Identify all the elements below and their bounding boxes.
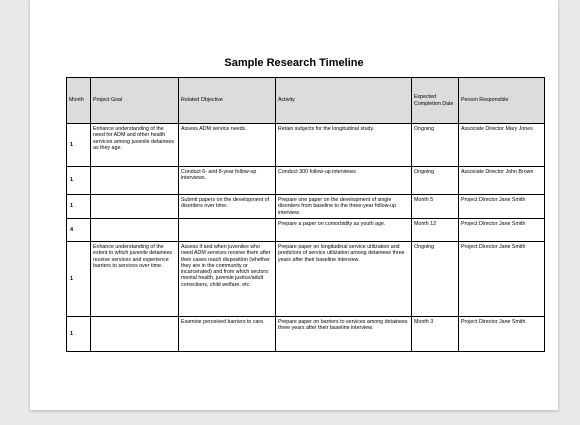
cell-activity: Conduct 300 follow-up interviews	[276, 167, 412, 195]
cell-completion-date: Ongoing	[412, 124, 459, 167]
cell-completion-date: Ongoing	[412, 167, 459, 195]
cell-related-objective: Submit papers on the development of disorders over time.	[179, 195, 276, 219]
document-page	[30, 0, 558, 410]
cell-month: 4	[67, 219, 91, 242]
cell-person-responsible: Project Director Jane Smith	[459, 317, 545, 352]
cell-related-objective: Examine perceived barriers to care.	[179, 317, 276, 352]
cell-project-goal: Enhance understanding of the need for ADM and other health services among juvenile detainees as they age.	[91, 124, 179, 167]
header-person-responsible: Person Responsible	[459, 78, 545, 124]
cell-activity: Retain subjects for the longitudinal study.	[276, 124, 412, 167]
cell-project-goal	[91, 317, 179, 352]
header-month: Month	[67, 78, 91, 124]
cell-project-goal	[91, 167, 179, 195]
cell-completion-date: Ongoing	[412, 242, 459, 317]
cell-month: 1	[67, 167, 91, 195]
cell-month: 1	[67, 242, 91, 317]
cell-project-goal	[91, 219, 179, 242]
cell-completion-date: Month 12	[412, 219, 459, 242]
cell-person-responsible: Associate Director Mary Jones	[459, 124, 545, 167]
cell-activity: Prepare paper on longitudinal service utilization and predictors of service utilization among detainees three years after their baseline interview.	[276, 242, 412, 317]
cell-month: 1	[67, 317, 91, 352]
header-related-objective: Related Objective	[179, 78, 276, 124]
cell-related-objective	[179, 219, 276, 242]
cell-month: 1	[67, 124, 91, 167]
table-header-row	[67, 78, 545, 124]
header-expected-completion-date: Expected Completion Date	[412, 78, 459, 124]
cell-activity: Prepare a paper on comorbidity as youth age.	[276, 219, 412, 242]
table-row	[67, 219, 545, 242]
header-project-goal: Project Goal	[91, 78, 179, 124]
cell-person-responsible: Project Director Jane Smith	[459, 219, 545, 242]
table-row	[67, 195, 545, 219]
cell-completion-date: Month 5	[412, 195, 459, 219]
table-row	[67, 242, 545, 317]
cell-project-goal: Enhance understanding of the extent to which juvenile detainees receive services and experience barriers to services over time.	[91, 242, 179, 317]
cell-person-responsible: Associate Director John Brown	[459, 167, 545, 195]
table-row	[67, 124, 545, 167]
table-row	[67, 167, 545, 195]
cell-completion-date: Month 3	[412, 317, 459, 352]
cell-related-objective: Assess ADM service needs.	[179, 124, 276, 167]
cell-month: 1	[67, 195, 91, 219]
cell-activity: Prepare one paper on the development of single disorders from baseline to the three-year follow-up interview.	[276, 195, 412, 219]
document-title: Sample Research Timeline	[224, 57, 364, 69]
cell-activity: Prepare paper on barriers to services among detainees three years after their baseline interview.	[276, 317, 412, 352]
timeline-table	[66, 77, 545, 352]
cell-person-responsible: Project Director Jane Smith	[459, 195, 545, 219]
cell-related-objective: Assess if and when juveniles who need ADM services receive them after their cases reach disposition (whether they are in the community or incarcerated) and from which sectors: mental health, juvenile justice/adult corrections, child welfare, etc.	[179, 242, 276, 317]
table-row	[67, 317, 545, 352]
cell-person-responsible: Project Director Jane Smith	[459, 242, 545, 317]
page-edge-divider	[30, 410, 558, 411]
header-activity: Activity	[276, 78, 412, 124]
cell-related-objective: Conduct 6- and 8-year follow-up interviews.	[179, 167, 276, 195]
cell-project-goal	[91, 195, 179, 219]
